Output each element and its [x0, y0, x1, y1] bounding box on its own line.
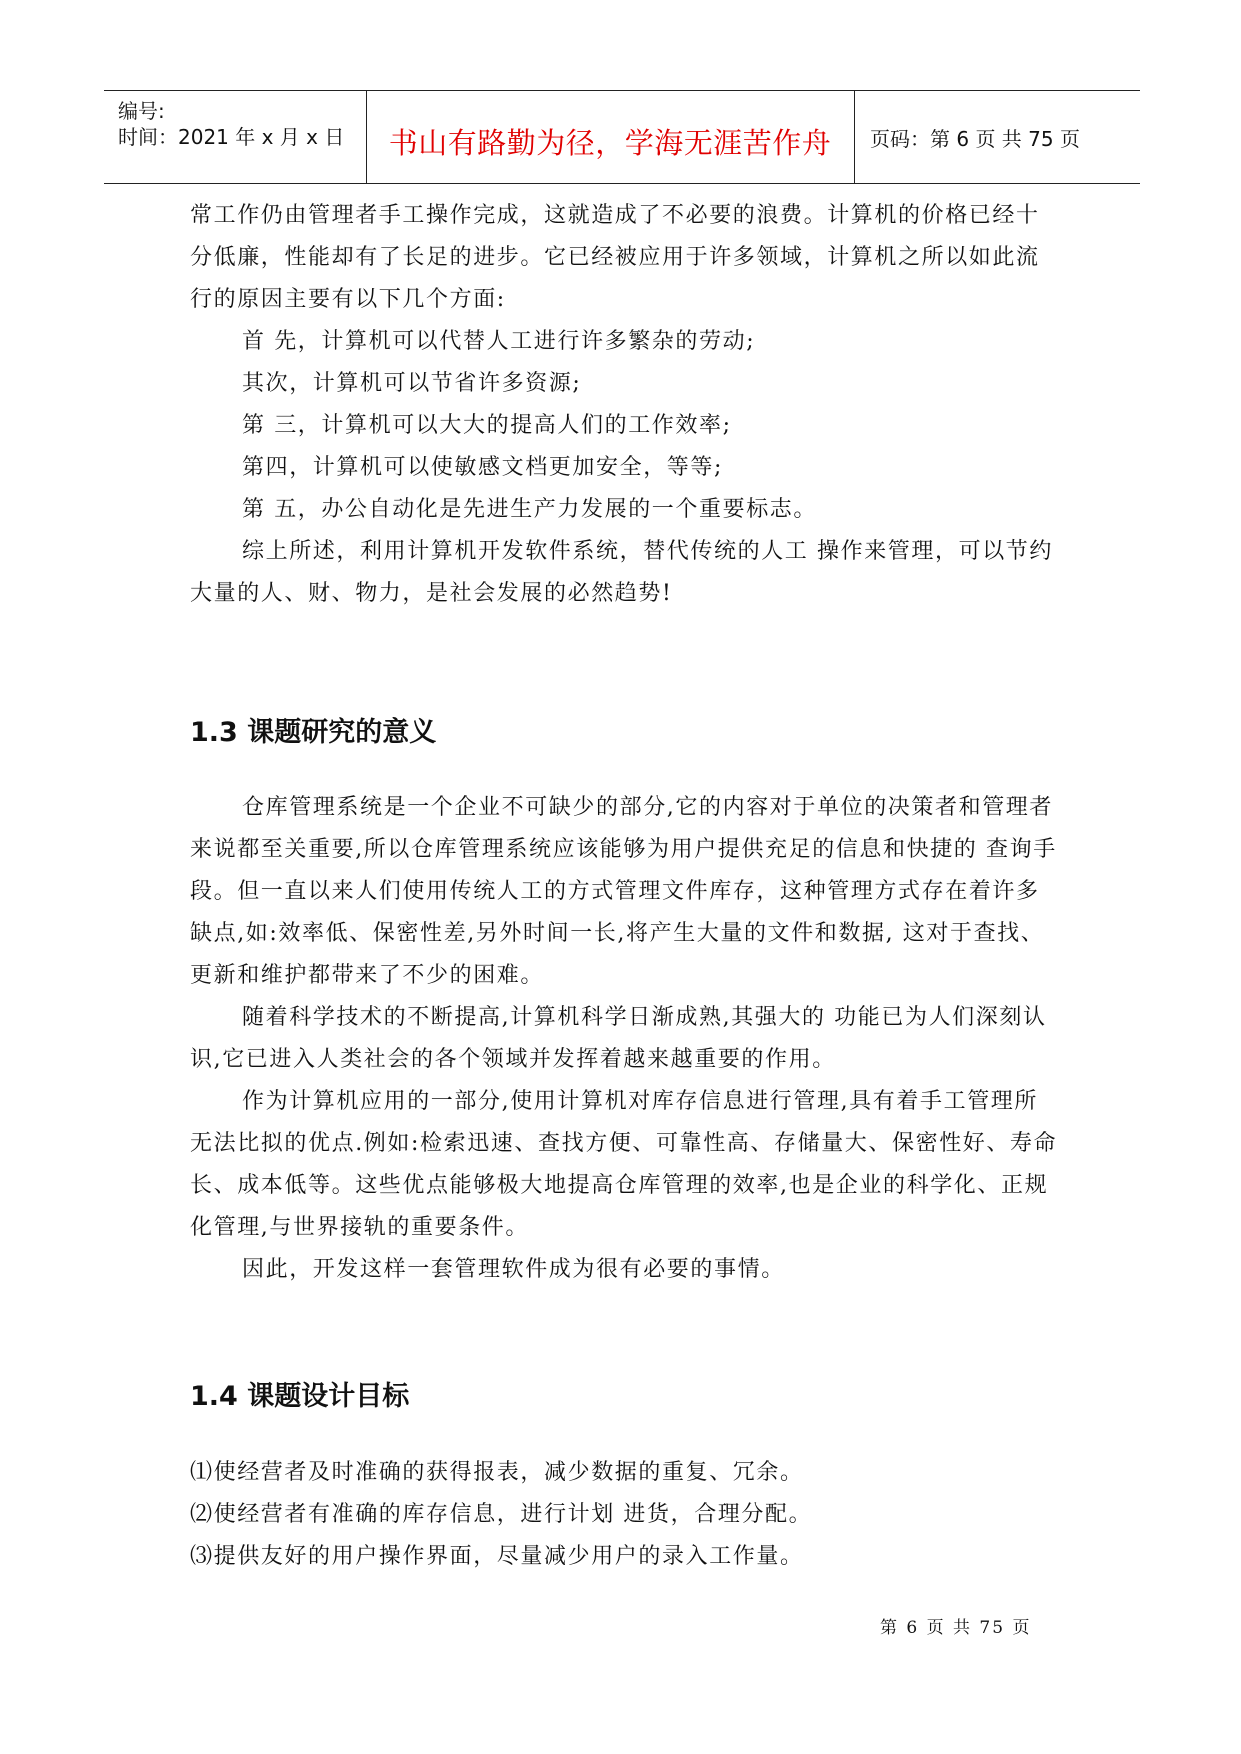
section-paragraph: 因此，开发这样一套管理软件成为很有必要的事情。 — [242, 1257, 785, 1282]
header-page-cell — [854, 91, 1140, 183]
section-1-4-goals — [190, 1452, 1060, 1578]
reason-item-4: 第四，计算机可以使敏感文档更加安全，等等; — [242, 455, 724, 480]
header-meta-cell — [104, 91, 367, 183]
summary-paragraph: 综上所述，利用计算机开发软件系统，替代传统的人工 操作来管理，可以节约大量的人、财、物力，是社会发展的必然趋势! — [190, 539, 1053, 606]
section-paragraph: 仓库管理系统是一个企业不可缺少的部分,它的内容对于单位的决策者和管理者来说都至关重要,所以仓库管理系统应该能够为用户提供充足的信息和快捷的 查询手段。但一直以来人们使用传统人工的方式管理文件库存，这种管理方式存在着许多缺点,如:效率低、保密性差,另外时间一长,将产生大量的文件和数据, 这对于查找、更新和维护都带来了不少的困难。 — [190, 795, 1057, 988]
reason-item-3: 第 三，计算机可以大大的提高人们的工作效率; — [242, 413, 732, 438]
document-time-label: 时间：2021 年 x 月 x 日 — [118, 125, 345, 149]
section-heading-1-3: 1.3 课题研究的意义 — [190, 717, 437, 748]
reason-item-2: 其次，计算机可以节省许多资源; — [242, 371, 582, 396]
section-1-3-body — [190, 787, 1060, 1291]
reason-item-1: 首 先，计算机可以代替人工进行许多繁杂的劳动; — [242, 329, 756, 354]
section-paragraph: 随着科学技术的不断提高,计算机科学日渐成熟,其强大的 功能已为人们深刻认识,它已进入人类社会的各个领域并发挥着越来越重要的作用。 — [190, 1005, 1047, 1072]
goal-item: ⑶提供友好的用户操作界面，尽量减少用户的录入工作量。 — [190, 1544, 804, 1569]
goal-item: ⑵使经营者有准确的库存信息，进行计划 进货，合理分配。 — [190, 1502, 813, 1527]
intro-paragraph: 常工作仍由管理者手工操作完成，这就造成了不必要的浪费。计算机的价格已经十 分低廉，性能却有了长足的进步。它已经被应用于许多领域，计算机之所以如此流行的原因主要有以下几个方面: — [190, 203, 1040, 312]
document-number-label: 编号: — [118, 99, 165, 123]
section-heading-1-4: 1.4 课题设计目标 — [190, 1381, 410, 1412]
section-paragraph: 作为计算机应用的一部分,使用计算机对库存信息进行管理,具有着手工管理所无法比拟的优点.例如:检索迅速、查找方便、可靠性高、存储量大、保密性好、寿命长、成本低等。这些优点能够极大地提高仓库管理的效率,也是企业的科学化、正规化管理,与世界接轨的重要条件。 — [190, 1089, 1058, 1240]
intro-block — [190, 195, 1060, 615]
header-motto: 书山有路勤为径，学海无涯苦作舟 — [388, 126, 832, 160]
goal-item: ⑴使经营者及时准确的获得报表，减少数据的重复、冗余。 — [190, 1460, 804, 1485]
reason-item-5: 第 五，办公自动化是先进生产力发展的一个重要标志。 — [242, 497, 817, 522]
header-page-number: 页码：第 6 页 共 75 页 — [870, 127, 1080, 151]
page-footer-number: 第 6 页 共 75 页 — [880, 1618, 1032, 1638]
header-motto-cell — [366, 91, 855, 183]
page-header — [104, 90, 1140, 184]
